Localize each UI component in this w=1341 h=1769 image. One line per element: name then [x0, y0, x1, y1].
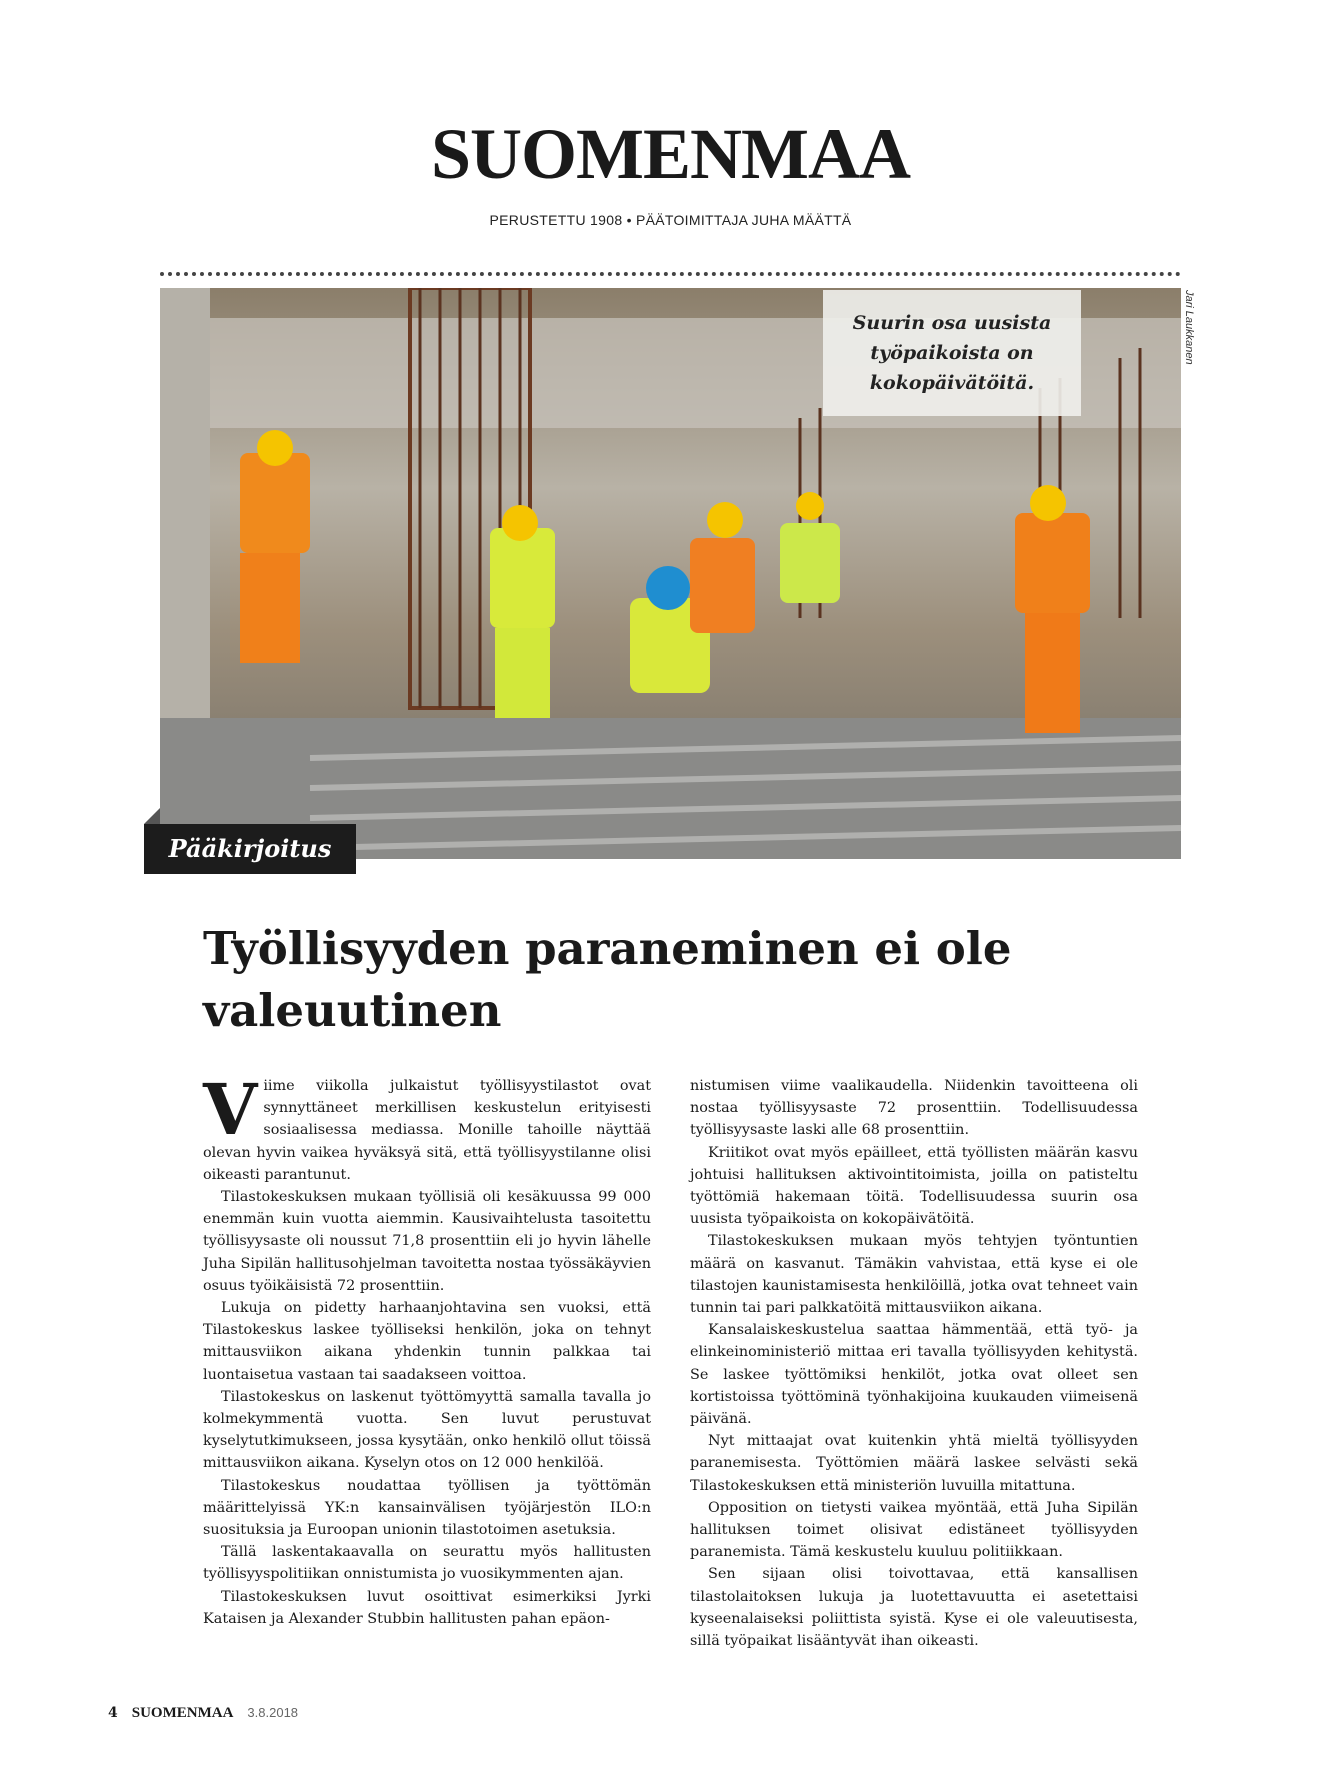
article-paragraph: Kansalaiskeskustelua saattaa hämmentää, että työ- ja elinkeinoministeriö mittaa eri tavalla työllisyyden kehitystä. Se laskee työttömiksi henkilöt, jotka ovat olleet sen kortistoissa työttöminä työnhakijoina kuukauden viimeisenä päivänä. — [690, 1322, 1138, 1428]
article-headline: Työllisyyden paraneminen ei ole valeuutinen — [203, 922, 1012, 1037]
pullquote-box — [823, 290, 1081, 416]
article-paragraph: Tällä laskentakaavalla on seurattu myös hallitusten työllisyyspolitiikan onnistumista jo vuosikymmenten ajan. — [203, 1544, 651, 1583]
article-paragraph: Tilastokeskuksen luvut osoittivat esimerkiksi Jyrki Kataisen ja Alexander Stubbin hallitusten pahan epäon- — [203, 1588, 651, 1627]
section-tab-corner — [144, 808, 160, 824]
pullquote-text: Suurin osa uusista työpaikoista on kokopäivätöitä. — [852, 312, 1052, 394]
drop-cap: V — [203, 1068, 258, 1151]
page-number: 4 — [108, 1705, 118, 1721]
article-paragraph: Lukuja on pidetty harhaanjohtavina sen vuoksi, että Tilastokeskus laskee työlliseksi henkilön, joka on tehnyt mittausviikon aikana yhdenkin tunnin palkkaa tai luontaisetua vastaan tai saadakseen voittoa. — [203, 1300, 651, 1383]
dotted-divider — [160, 272, 1181, 276]
article-paragraph: Tilastokeskuksen mukaan työllisiä oli kesäkuussa 99 000 enemmän kuin vuotta aiemmin. Kausivaihtelusta tasoitettu työllisyysaste oli noussut 71,8 prosenttiin eli jo hyvin lähelle Juha Sipilän hallitusohjelman tavoitetta nostaa työssäkäyvien osuus työikäisistä 72 prosenttiin. — [203, 1189, 651, 1294]
footer-logo: SUOMENMAA — [131, 1705, 234, 1721]
masthead-tagline: PERUSTETTU 1908 • PÄÄTOIMITTAJA JUHA MÄÄTTÄ — [489, 212, 852, 228]
article-paragraph: Opposition on tietysti vaikea myöntää, että Juha Sipilän hallituksen toimet olisivat edistäneet työllisyyden paranemista. Tämä keskustelu kuuluu politiikkaan. — [690, 1499, 1138, 1561]
newspaper-logo: SUOMENMAA — [431, 114, 910, 194]
photo-credit: Jari Laukkanen — [1183, 290, 1195, 365]
article-column-right — [690, 1075, 1138, 1652]
article-paragraph: Nyt mittaajat ovat kuitenkin yhtä mieltä työllisyyden paranemisesta. Työttömien määrä laskee selvästi sekä Tilastokeskuksen että ministeriön luvuilla mitattuna. — [690, 1433, 1138, 1494]
article-column-left — [203, 1068, 651, 1630]
article-paragraph: Tilastokeskuksen mukaan myös tehtyjen työntuntien määrä on kasvanut. Tämäkin vahvistaa, että kyse ei ole tilastojen kaunistamisesta henkilöillä, jotka ovat tehneet vain tunnin tai pari palkkatöitä mittausviikon aikana. — [690, 1233, 1138, 1317]
page-footer — [108, 1705, 298, 1722]
article-paragraph: nistumisen viime vaalikaudella. Niidenkin tavoitteena oli nostaa työllisyysaste 72 prosenttiin. Todellisuudessa työllisyysaste laski alle 68 prosenttiin. — [690, 1078, 1138, 1139]
masthead — [0, 114, 1341, 228]
article-paragraph: Sen sijaan olisi toivottavaa, että kansallisen tilastolaitoksen lukuja ja luotettavuutta ei asetettaisi kyseenalaiseksi poliittista syistä. Kyse ei ole valeuutisesta, sillä työpaikat lisääntyvät ihan oikeasti. — [690, 1566, 1138, 1650]
article-paragraph: Tilastokeskus on laskenut työttömyyttä samalla tavalla jo kolmekymmentä vuotta. Sen luvut perustuvat kyselytutkimukseen, jossa kysytään, onko henkilö ollut töissä mittausviikon aikana. Kyselyn otos on 12 000 henkilöä. — [203, 1388, 651, 1472]
section-label: Pääkirjoitus — [144, 824, 356, 874]
article-paragraph: Tilastokeskus noudattaa työllisen ja työttömän määrittelyissä YK:n kansainvälisen työjärjestön ILO:n suosituksia ja Euroopan unionin tilastotoimen asetuksia. — [203, 1477, 651, 1539]
article-paragraph: Kriitikot ovat myös epäilleet, että työllisten määrän kasvu johtuisi hallituksen aktivointitoimista, joilla on patisteltu työttömiä hakemaan töitä. Todellisuudessa suurin osa uusista työpaikoista on kokopäivätöitä. — [690, 1144, 1138, 1228]
issue-date: 3.8.2018 — [247, 1705, 299, 1720]
article-paragraph: Viime viikolla julkaistut työllisyystilastot ovat synnyttäneet merkillisen keskustelun erityisesti sosiaalisessa mediassa. Monille tahoille näyttää olevan hyvin vaikea hyväksyä sitä, että työllisyystilanne olisi oikeasti parantunut. — [203, 1068, 651, 1183]
